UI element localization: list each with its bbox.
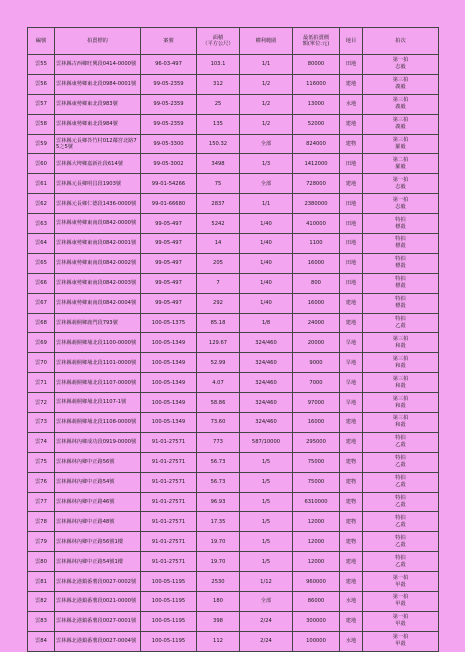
row-area: 17.35 [197, 512, 240, 532]
row-area: 5242 [197, 214, 240, 234]
row-use: 田地 [340, 194, 363, 214]
row-no: 雲61 [28, 174, 55, 194]
row-target: 雲林縣大埤鄉嘉新社段614號 [55, 154, 141, 174]
row-price: 800 [293, 273, 340, 293]
auction-rows [28, 55, 439, 652]
row-area: 58.86 [197, 393, 240, 413]
row-target: 雲林縣林內鄉中正路54號 [55, 472, 141, 492]
row-use: 田地 [340, 253, 363, 273]
row-remark: 第三拍 和殺 [363, 333, 439, 353]
row-ref: 99-05-3300 [141, 134, 197, 154]
row-ref: 91-01-27571 [141, 512, 197, 532]
row-target: 雲林縣林內鄉中正路56號 [55, 452, 141, 472]
row-no: 雲80 [28, 552, 55, 572]
row-target: 雲林縣東勢鄉東南段0842-0003號 [55, 273, 141, 293]
row-remark: 第三拍 義毅 [363, 94, 439, 114]
row-target: 雲林縣北港鎮番薯段0027-0001號 [55, 611, 141, 631]
row-target: 雲林縣東勢鄉東南段0842-0000號 [55, 214, 141, 234]
row-no: 雲60 [28, 154, 55, 174]
row-use: 田地 [340, 273, 363, 293]
row-ref: 100-05-1195 [141, 631, 197, 651]
row-remark: 第三拍 和殺 [363, 353, 439, 373]
table-row [28, 214, 439, 234]
row-ref: 99-05-497 [141, 234, 197, 254]
row-share: 324/460 [240, 333, 293, 353]
table-row [28, 234, 439, 254]
table-row [28, 492, 439, 512]
row-price: 97000 [293, 393, 340, 413]
row-target: 雲林縣北港鎮番薯段0027-0004號 [55, 631, 141, 651]
row-no: 雲56 [28, 74, 55, 94]
table-row [28, 134, 439, 154]
table-row [28, 413, 439, 433]
row-target: 雲林縣莿桐鄉鹿門段793號 [55, 313, 141, 333]
row-ref: 100-05-1349 [141, 413, 197, 433]
row-use: 建地 [340, 174, 363, 194]
row-share: 324/460 [240, 353, 293, 373]
row-remark: 特拍 標殺 [363, 214, 439, 234]
row-use: 旱地 [340, 353, 363, 373]
row-no: 雲78 [28, 512, 55, 532]
row-price: 2380000 [293, 194, 340, 214]
row-area: 129.67 [197, 333, 240, 353]
row-use: 建物 [340, 134, 363, 154]
row-ref: 91-01-27571 [141, 432, 197, 452]
row-target: 雲林縣北港鎮番薯段0027-0002號 [55, 572, 141, 592]
row-remark: 特拍 標殺 [363, 234, 439, 254]
row-share: 324/460 [240, 393, 293, 413]
row-share: 1/5 [240, 552, 293, 572]
row-remark: 第一拍 甲殺 [363, 592, 439, 612]
row-share: 1/1 [240, 194, 293, 214]
row-area: 7 [197, 273, 240, 293]
row-area: 135 [197, 114, 240, 134]
row-target: 雲林縣莿桐鄉埔北段1107-1號 [55, 393, 141, 413]
row-use: 建物 [340, 512, 363, 532]
row-share: 1/5 [240, 472, 293, 492]
row-remark: 第三拍 義毅 [363, 114, 439, 134]
row-ref: 91-01-27571 [141, 492, 197, 512]
row-share: 324/460 [240, 413, 293, 433]
row-price: 12000 [293, 552, 340, 572]
row-target: 雲林縣東勢鄉東南段0842-0001號 [55, 234, 141, 254]
row-use: 建地 [340, 413, 363, 433]
row-ref: 100-05-1195 [141, 572, 197, 592]
row-share: 1/2 [240, 74, 293, 94]
auction-list-sheet [27, 27, 439, 652]
row-area: 56.73 [197, 472, 240, 492]
row-no: 雲74 [28, 432, 55, 452]
row-target: 雲林縣林內鄉中正路48號 [55, 512, 141, 532]
table-row [28, 631, 439, 651]
row-remark: 特拍 乙殺 [363, 532, 439, 552]
row-remark: 第三拍 和殺 [363, 393, 439, 413]
row-no: 雲68 [28, 313, 55, 333]
row-no: 雲57 [28, 94, 55, 114]
row-target: 雲林縣元長鄉荅竹村012鄰宮北路75之5號 [55, 134, 141, 154]
table-row [28, 353, 439, 373]
table-row [28, 452, 439, 472]
row-no: 雲76 [28, 472, 55, 492]
row-no: 雲67 [28, 293, 55, 313]
row-target: 雲林縣東勢鄉東北段0984-0001號 [55, 74, 141, 94]
row-price: 728000 [293, 174, 340, 194]
row-ref: 99-05-2359 [141, 94, 197, 114]
row-area: 19.70 [197, 532, 240, 552]
row-target: 雲林縣莿桐鄉埔北段1108-0000號 [55, 413, 141, 433]
row-price: 295000 [293, 432, 340, 452]
row-use: 田地 [340, 55, 363, 75]
row-area: 150.32 [197, 134, 240, 154]
table-row [28, 373, 439, 393]
row-use: 建地 [340, 293, 363, 313]
row-target: 雲林縣北港鎮番薯段0021-0000號 [55, 592, 141, 612]
header-use: 地目 [340, 28, 363, 55]
row-no: 雲55 [28, 55, 55, 75]
table-row [28, 512, 439, 532]
row-ref: 100-05-1349 [141, 353, 197, 373]
row-ref: 99-05-3002 [141, 154, 197, 174]
row-no: 雲69 [28, 333, 55, 353]
row-share: 1/40 [240, 214, 293, 234]
row-remark: 第三拍 和殺 [363, 373, 439, 393]
row-remark: 第一拍 志毅 [363, 174, 439, 194]
row-price: 7000 [293, 373, 340, 393]
row-price: 16000 [293, 293, 340, 313]
row-use: 建地 [340, 313, 363, 333]
row-price: 12000 [293, 512, 340, 532]
row-use: 田地 [340, 154, 363, 174]
row-share: 1/5 [240, 532, 293, 552]
row-ref: 99-05-2359 [141, 114, 197, 134]
row-ref: 100-05-1349 [141, 333, 197, 353]
row-price: 75000 [293, 452, 340, 472]
auction-table [27, 27, 439, 652]
row-area: 73.60 [197, 413, 240, 433]
table-row [28, 94, 439, 114]
row-area: 312 [197, 74, 240, 94]
row-remark: 特拍 標殺 [363, 273, 439, 293]
row-no: 雲70 [28, 353, 55, 373]
row-no: 雲64 [28, 234, 55, 254]
row-price: 6310000 [293, 492, 340, 512]
row-no: 雲66 [28, 273, 55, 293]
row-ref: 99-05-2359 [141, 74, 197, 94]
row-area: 112 [197, 631, 240, 651]
row-share: 1/2 [240, 114, 293, 134]
row-no: 雲79 [28, 532, 55, 552]
row-ref: 99-05-497 [141, 273, 197, 293]
row-no: 雲77 [28, 492, 55, 512]
row-price: 9000 [293, 353, 340, 373]
row-target: 雲林縣元長鄉仁德段1436-0000號 [55, 194, 141, 214]
row-remark: 特拍 乙殺 [363, 492, 439, 512]
row-remark: 特拍 乙殺 [363, 552, 439, 572]
table-row [28, 313, 439, 333]
row-price: 410000 [293, 214, 340, 234]
row-no: 雲82 [28, 592, 55, 612]
table-row [28, 194, 439, 214]
row-no: 雲58 [28, 114, 55, 134]
row-ref: 99-05-497 [141, 293, 197, 313]
row-use: 旱地 [340, 373, 363, 393]
row-share: 1/2 [240, 94, 293, 114]
row-share: 1/40 [240, 253, 293, 273]
row-no: 雲83 [28, 611, 55, 631]
table-row [28, 532, 439, 552]
row-price: 300000 [293, 611, 340, 631]
row-target: 雲林縣林內鄉中正路54號1樓 [55, 552, 141, 572]
row-target: 雲林縣東勢鄉東南段0842-0002號 [55, 253, 141, 273]
row-area: 103.1 [197, 55, 240, 75]
row-price: 86000 [293, 592, 340, 612]
row-use: 旱地 [340, 393, 363, 413]
row-area: 14 [197, 234, 240, 254]
row-area: 292 [197, 293, 240, 313]
row-share: 1/5 [240, 512, 293, 532]
row-price: 13000 [293, 94, 340, 114]
row-price: 824000 [293, 134, 340, 154]
row-use: 建地 [340, 114, 363, 134]
row-ref: 99-05-497 [141, 214, 197, 234]
row-area: 56.73 [197, 452, 240, 472]
row-share: 1/3 [240, 154, 293, 174]
row-use: 建物 [340, 492, 363, 512]
row-target: 雲林縣東勢鄉東北段984號 [55, 114, 141, 134]
table-row [28, 333, 439, 353]
row-share: 587/10000 [240, 432, 293, 452]
row-price: 960000 [293, 572, 340, 592]
row-remark: 第一拍 志毅 [363, 194, 439, 214]
row-ref: 100-05-1349 [141, 393, 197, 413]
row-target: 雲林縣莿桐鄉埔北段1101-0000號 [55, 353, 141, 373]
row-no: 雲81 [28, 572, 55, 592]
table-row [28, 592, 439, 612]
row-target: 雲林縣林內鄉中正路46號 [55, 492, 141, 512]
row-no: 雲65 [28, 253, 55, 273]
row-ref: 91-01-27571 [141, 452, 197, 472]
row-use: 建地 [340, 552, 363, 572]
row-remark: 第一拍 甲殺 [363, 611, 439, 631]
table-row [28, 253, 439, 273]
table-row [28, 55, 439, 75]
row-use: 建地 [340, 572, 363, 592]
row-remark: 第一拍 志毅 [363, 55, 439, 75]
row-price: 1412000 [293, 154, 340, 174]
row-remark: 第三拍 義毅 [363, 74, 439, 94]
row-no: 雲75 [28, 452, 55, 472]
row-share: 1/40 [240, 273, 293, 293]
row-share: 1/40 [240, 293, 293, 313]
table-row [28, 552, 439, 572]
row-price: 52000 [293, 114, 340, 134]
row-remark: 特拍 標殺 [363, 253, 439, 273]
row-ref: 99-05-497 [141, 253, 197, 273]
row-price: 75000 [293, 472, 340, 492]
row-price: 80000 [293, 55, 340, 75]
row-use: 建物 [340, 472, 363, 492]
row-remark: 特拍 乙殺 [363, 452, 439, 472]
row-share: 2/24 [240, 631, 293, 651]
row-area: 398 [197, 611, 240, 631]
row-no: 雲84 [28, 631, 55, 651]
table-row [28, 572, 439, 592]
row-area: 773 [197, 432, 240, 452]
table-row [28, 114, 439, 134]
row-remark: 特拍 乙殺 [363, 313, 439, 333]
row-ref: 99-01-54266 [141, 174, 197, 194]
row-price: 20000 [293, 333, 340, 353]
row-share: 1/5 [240, 492, 293, 512]
row-use: 建地 [340, 432, 363, 452]
row-area: 52.99 [197, 353, 240, 373]
row-use: 水地 [340, 631, 363, 651]
row-area: 3498 [197, 154, 240, 174]
row-remark: 第三拍 和殺 [363, 413, 439, 433]
row-ref: 91-01-27571 [141, 532, 197, 552]
header-no: 編號 [28, 28, 55, 55]
row-share: 全部 [240, 134, 293, 154]
row-area: 4.07 [197, 373, 240, 393]
row-target: 雲林縣林內鄉中正路56號1樓 [55, 532, 141, 552]
header-ref: 案號 [141, 28, 197, 55]
row-no: 雲62 [28, 194, 55, 214]
row-remark: 第三拍 羅毅 [363, 134, 439, 154]
row-target: 雲林縣林內鄉成功段0919-0000號 [55, 432, 141, 452]
row-ref: 96-03-497 [141, 55, 197, 75]
row-ref: 100-05-1195 [141, 611, 197, 631]
row-price: 116000 [293, 74, 340, 94]
row-area: 2530 [197, 572, 240, 592]
row-use: 水地 [340, 592, 363, 612]
row-remark: 特拍 乙殺 [363, 472, 439, 492]
row-remark: 特拍 標殺 [363, 293, 439, 313]
row-use: 田地 [340, 214, 363, 234]
row-use: 水地 [340, 94, 363, 114]
row-remark: 特拍 乙殺 [363, 432, 439, 452]
row-share: 1/5 [240, 452, 293, 472]
header-area: 面積 （平方公尺） [197, 28, 240, 55]
row-use: 旱地 [340, 333, 363, 353]
row-target: 雲林縣元長鄉明昌段1903號 [55, 174, 141, 194]
row-share: 1/8 [240, 313, 293, 333]
row-remark: 第一拍 甲殺 [363, 631, 439, 651]
row-price: 1100 [293, 234, 340, 254]
row-area: 180 [197, 592, 240, 612]
header-target: 拍賣標的 [55, 28, 141, 55]
row-area: 96.93 [197, 492, 240, 512]
row-no: 雲72 [28, 393, 55, 413]
row-target: 雲林縣莿桐鄉埔北段1107-0000號 [55, 373, 141, 393]
row-price: 24000 [293, 313, 340, 333]
row-no: 雲71 [28, 373, 55, 393]
row-share: 1/12 [240, 572, 293, 592]
row-remark: 第一拍 甲殺 [363, 572, 439, 592]
table-row [28, 293, 439, 313]
row-area: 85.18 [197, 313, 240, 333]
row-share: 324/460 [240, 373, 293, 393]
row-share: 1/1 [240, 55, 293, 75]
table-row [28, 154, 439, 174]
row-ref: 100-05-1375 [141, 313, 197, 333]
table-row [28, 393, 439, 413]
row-use: 建物 [340, 452, 363, 472]
row-ref: 91-01-27571 [141, 472, 197, 492]
table-row [28, 611, 439, 631]
row-share: 全部 [240, 174, 293, 194]
row-ref: 100-05-1195 [141, 592, 197, 612]
table-row [28, 273, 439, 293]
row-use: 建物 [340, 532, 363, 552]
row-price: 100000 [293, 631, 340, 651]
row-price: 16000 [293, 413, 340, 433]
row-area: 19.70 [197, 552, 240, 572]
table-row [28, 472, 439, 492]
row-target: 雲林縣東勢鄉東南段0842-0004號 [55, 293, 141, 313]
row-share: 全部 [240, 592, 293, 612]
header-price: 最低拍賣價 額(單位:元) [293, 28, 340, 55]
row-use: 建地 [340, 611, 363, 631]
row-area: 205 [197, 253, 240, 273]
row-use: 建地 [340, 74, 363, 94]
row-price: 12000 [293, 532, 340, 552]
row-remark: 第二拍 羅毅 [363, 154, 439, 174]
row-share: 1/40 [240, 234, 293, 254]
row-share: 2/24 [240, 611, 293, 631]
row-ref: 99-01-66680 [141, 194, 197, 214]
table-row [28, 74, 439, 94]
row-use: 田地 [340, 234, 363, 254]
header-row [28, 28, 439, 55]
row-no: 雲73 [28, 413, 55, 433]
row-area: 2837 [197, 194, 240, 214]
row-ref: 91-01-27571 [141, 552, 197, 572]
table-row [28, 174, 439, 194]
row-target: 雲林縣古西鄉旺興段0414-0000號 [55, 55, 141, 75]
header-remark: 拍次 [363, 28, 439, 55]
row-remark: 特拍 乙殺 [363, 512, 439, 532]
row-target: 雲林縣莿桐鄉埔北段1100-0000號 [55, 333, 141, 353]
header-share: 權利範圍 [240, 28, 293, 55]
row-target: 雲林縣東勢鄉東北段983號 [55, 94, 141, 114]
row-ref: 100-05-1349 [141, 373, 197, 393]
row-no: 雲63 [28, 214, 55, 234]
row-area: 75 [197, 174, 240, 194]
table-row [28, 432, 439, 452]
row-no: 雲59 [28, 134, 55, 154]
row-price: 16000 [293, 253, 340, 273]
row-area: 25 [197, 94, 240, 114]
